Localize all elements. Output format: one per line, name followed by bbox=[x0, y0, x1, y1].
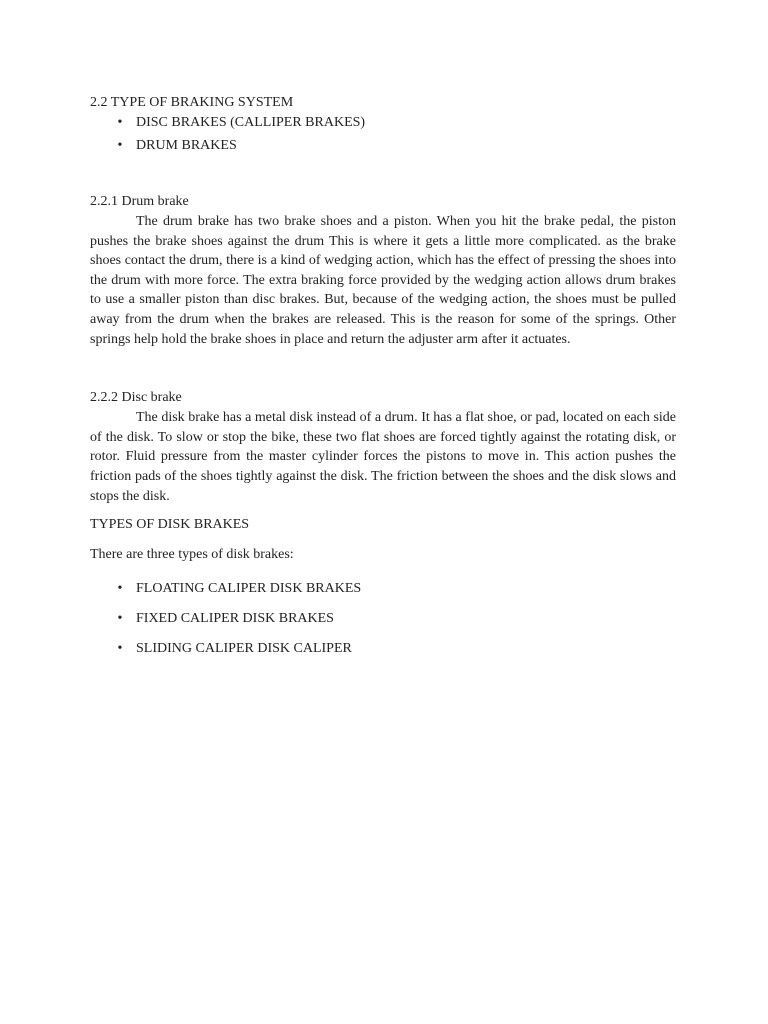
disc-brake-paragraph: The disk brake has a metal disk instead of a drum. It has a flat shoe, or pad, located on each side of the disk. To slow or stop the bike, these two flat shoes are forced tightly against the rotating disk, or rotor. Fluid pressure from the master cylinder forces the pistons to move in. This action pushes the friction pads of the shoes tightly against the disk. The friction between the shoes and the disk slows and stops the disk. bbox=[90, 410, 676, 504]
bullet-icon: • bbox=[117, 641, 123, 657]
list-item bbox=[90, 639, 676, 659]
drum-brake-heading: 2.2.1 Drum brake bbox=[90, 194, 189, 209]
list-item bbox=[90, 579, 676, 599]
list-item-label: DRUM BRAKES bbox=[136, 138, 237, 153]
disk-types-heading: TYPES OF DISK BRAKES bbox=[90, 517, 250, 533]
list-item-label: SLIDING CALIPER DISK CALIPER bbox=[136, 641, 352, 657]
drum-brake-paragraph: The drum brake has two brake shoes and a piston. When you hit the brake pedal, the piston pushes the brake shoes against the drum This is where it gets a little more complicated. as the brake shoes contact the drum, there is a kind of wedging action, which has the effect of pressing the shoes into the drum with more force. The extra braking force provided by the wedging action allows drum brakes to use a smaller piston than disc brakes. But, because of the wedging action, the shoes must be pulled away from the drum when the brakes are released. This is the reason for some of the springs. Other springs help hold the brake shoes in place and return the adjuster arm after it actuates. bbox=[90, 214, 676, 347]
braking-system-list bbox=[90, 113, 676, 156]
disk-types-list bbox=[90, 579, 676, 659]
section-heading: 2.2 TYPE OF BRAKING SYSTEM bbox=[90, 95, 294, 110]
list-item-label: FIXED CALIPER DISK BRAKES bbox=[136, 611, 334, 627]
list-item bbox=[90, 113, 676, 133]
document-page bbox=[90, 90, 676, 669]
list-item bbox=[90, 136, 676, 156]
disk-types-intro: There are three types of disk brakes: bbox=[90, 547, 294, 563]
bullet-icon: • bbox=[117, 581, 123, 597]
list-item-label: DISC BRAKES (CALLIPER BRAKES) bbox=[136, 115, 366, 130]
disc-brake-heading: 2.2.2 Disc brake bbox=[90, 390, 182, 406]
bullet-icon: • bbox=[117, 611, 123, 627]
list-item bbox=[90, 609, 676, 629]
bullet-icon: • bbox=[117, 115, 123, 130]
bullet-icon: • bbox=[117, 138, 123, 153]
list-item-label: FLOATING CALIPER DISK BRAKES bbox=[136, 581, 362, 597]
